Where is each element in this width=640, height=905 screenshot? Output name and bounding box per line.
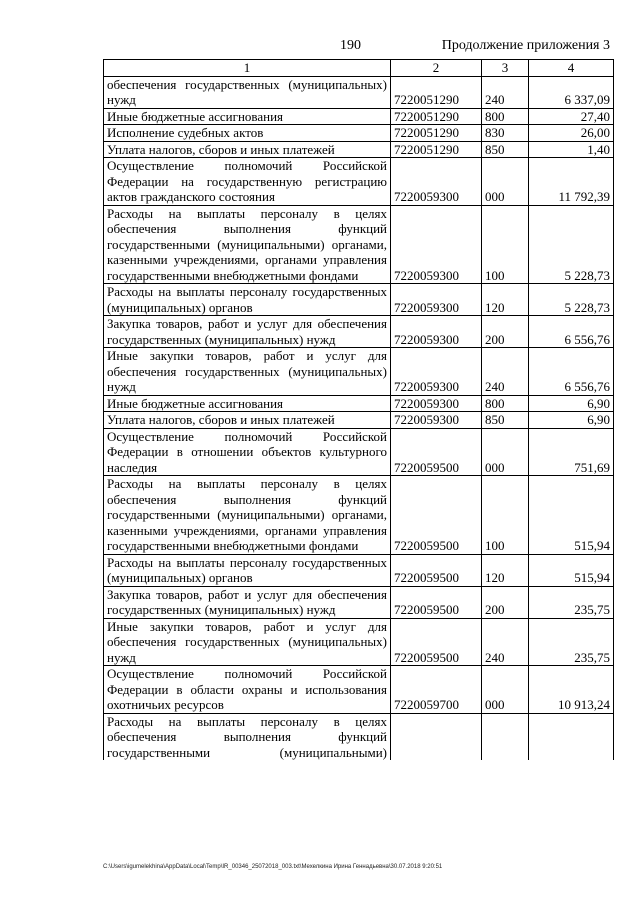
expense-name: Иные бюджетные ассигнования (104, 395, 391, 412)
expense-type: 200 (482, 316, 529, 348)
table-row (104, 713, 614, 760)
amount: 6 556,76 (529, 348, 614, 396)
target-code: 7220051290 (391, 108, 482, 125)
expense-name: Иные закупки товаров, работ и услуг для обеспечения государственных (муниципальных) нужд (104, 348, 391, 396)
target-code: 7220059300 (391, 348, 482, 396)
expense-name: Иные закупки товаров, работ и услуг для обеспечения государственных (муниципальных) нужд (104, 618, 391, 666)
budget-table (103, 59, 614, 760)
amount: 10 913,24 (529, 666, 614, 714)
amount: 235,75 (529, 586, 614, 618)
amount: 26,00 (529, 125, 614, 142)
expense-name: Исполнение судебных актов (104, 125, 391, 142)
target-code: 7220059500 (391, 586, 482, 618)
amount: 5 228,73 (529, 205, 614, 284)
target-code: 7220059300 (391, 158, 482, 206)
column-header: 3 (482, 60, 529, 77)
amount: 515,94 (529, 476, 614, 555)
expense-type: 100 (482, 205, 529, 284)
table-row (104, 476, 614, 555)
amount: 751,69 (529, 428, 614, 476)
table-header-row (104, 60, 614, 77)
expense-type: 200 (482, 586, 529, 618)
expense-name: Расходы на выплаты персоналу в целях обеспечения выполнения функций государственными (муниципальными) (104, 713, 391, 760)
expense-name: Осуществление полномочий Российской Федерации на государственную регистрацию актов гражданского состояния (104, 158, 391, 206)
expense-type: 240 (482, 76, 529, 108)
expense-name: Осуществление полномочий Российской Федерации в отношении объектов культурного наследия (104, 428, 391, 476)
target-code: 7220051290 (391, 76, 482, 108)
target-code: 7220051290 (391, 125, 482, 142)
expense-type: 800 (482, 108, 529, 125)
expense-type: 120 (482, 284, 529, 316)
amount: 515,94 (529, 554, 614, 586)
expense-type: 240 (482, 348, 529, 396)
expense-type: 850 (482, 412, 529, 429)
expense-name: Расходы на выплаты персоналу государственных (муниципальных) органов (104, 284, 391, 316)
expense-name: обеспечения государственных (муниципальных) нужд (104, 76, 391, 108)
target-code: 7220059300 (391, 412, 482, 429)
table-row (104, 554, 614, 586)
target-code: 7220059300 (391, 284, 482, 316)
amount (529, 713, 614, 760)
expense-name: Уплата налогов, сборов и иных платежей (104, 141, 391, 158)
expense-type: 120 (482, 554, 529, 586)
column-header: 2 (391, 60, 482, 77)
table-row (104, 158, 614, 206)
expense-type: 100 (482, 476, 529, 555)
table-row (104, 586, 614, 618)
table-row (104, 348, 614, 396)
table-row (104, 618, 614, 666)
column-header: 4 (529, 60, 614, 77)
target-code: 7220059300 (391, 316, 482, 348)
target-code: 7220059500 (391, 428, 482, 476)
expense-name: Расходы на выплаты персоналу государственных (муниципальных) органов (104, 554, 391, 586)
expense-type (482, 713, 529, 760)
expense-type: 850 (482, 141, 529, 158)
table-row (104, 316, 614, 348)
expense-name: Закупка товаров, работ и услуг для обеспечения государственных (муниципальных) нужд (104, 316, 391, 348)
table-row (104, 428, 614, 476)
expense-name: Иные бюджетные ассигнования (104, 108, 391, 125)
table-row (104, 205, 614, 284)
target-code (391, 713, 482, 760)
expense-name: Уплата налогов, сборов и иных платежей (104, 412, 391, 429)
expense-type: 240 (482, 618, 529, 666)
expense-type: 000 (482, 666, 529, 714)
target-code: 7220059500 (391, 618, 482, 666)
column-header: 1 (104, 60, 391, 77)
footer-file-path: C:\Users\igumelekhina\AppData\Local\Temp\IR_00346_25072018_003.txt\Мехелкина Ирина Геннадьевна\30.07.2018 9:20:51 (103, 864, 443, 870)
amount: 11 792,39 (529, 158, 614, 206)
target-code: 7220059300 (391, 395, 482, 412)
table-row (104, 108, 614, 125)
expense-type: 000 (482, 428, 529, 476)
expense-name: Расходы на выплаты персоналу в целях обеспечения выполнения функций государственными (муниципальными) органами, казенными учреждениями, органами управления государственными внебюджетными фондами (104, 205, 391, 284)
table-row (104, 141, 614, 158)
expense-name: Расходы на выплаты персоналу в целях обеспечения выполнения функций государственными (муниципальными) органами, казенными учреждениями, органами управления государственными внебюджетными фондами (104, 476, 391, 555)
target-code: 7220059500 (391, 476, 482, 555)
table-row (104, 76, 614, 108)
target-code: 7220059500 (391, 554, 482, 586)
amount: 6 337,09 (529, 76, 614, 108)
target-code: 7220051290 (391, 141, 482, 158)
table-row (104, 125, 614, 142)
table-row (104, 395, 614, 412)
amount: 6,90 (529, 395, 614, 412)
expense-type: 000 (482, 158, 529, 206)
expense-type: 800 (482, 395, 529, 412)
table-row (104, 666, 614, 714)
amount: 235,75 (529, 618, 614, 666)
expense-type: 830 (482, 125, 529, 142)
amount: 6,90 (529, 412, 614, 429)
amount: 1,40 (529, 141, 614, 158)
table-row (104, 412, 614, 429)
target-code: 7220059300 (391, 205, 482, 284)
expense-name: Закупка товаров, работ и услуг для обеспечения государственных (муниципальных) нужд (104, 586, 391, 618)
continuation-caption: Продолжение приложения 3 (441, 38, 610, 53)
page-number: 190 (340, 38, 361, 53)
target-code: 7220059700 (391, 666, 482, 714)
amount: 5 228,73 (529, 284, 614, 316)
amount: 6 556,76 (529, 316, 614, 348)
amount: 27,40 (529, 108, 614, 125)
table-row (104, 284, 614, 316)
expense-name: Осуществление полномочий Российской Федерации в области охраны и использования охотничьих ресурсов (104, 666, 391, 714)
